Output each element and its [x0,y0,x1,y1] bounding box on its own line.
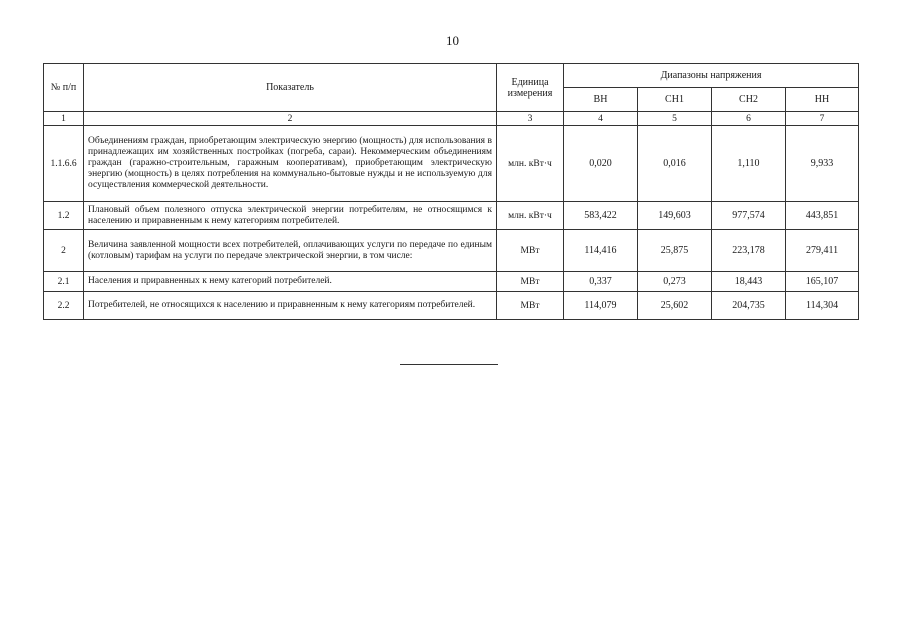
value-sn2: 1,110 [712,126,786,202]
value-nn: 9,933 [786,126,859,202]
row-indicator: Величина заявленной мощности всех потребителей, оплачивающих услуги по передаче по единым (котловым) тарифам на услуги по передаче электрической энергии, в том числе: [84,230,497,272]
value-sn1: 25,602 [638,292,712,320]
row-indicator: Населения и приравненных к нему категорий потребителей. [84,272,497,292]
row-unit: МВт [497,292,564,320]
value-sn1: 149,603 [638,202,712,230]
separator-line [400,364,498,365]
row-num: 2.1 [44,272,84,292]
value-sn1: 25,875 [638,230,712,272]
value-sn2: 223,178 [712,230,786,272]
value-vn: 0,337 [564,272,638,292]
table-row [44,126,859,202]
value-vn: 0,020 [564,126,638,202]
header-row-1 [44,64,859,88]
row-num: 2.2 [44,292,84,320]
column-number: 7 [786,112,859,126]
header-voltage-sn1: СН1 [638,88,712,112]
column-number: 1 [44,112,84,126]
table-row [44,230,859,272]
row-unit: млн. кВт·ч [497,126,564,202]
column-number: 3 [497,112,564,126]
table-row [44,292,859,320]
value-sn1: 0,273 [638,272,712,292]
value-sn2: 977,574 [712,202,786,230]
header-unit: Единица измерения [497,64,564,112]
header-voltage-ranges: Диапазоны напряжения [564,64,859,88]
row-num: 1.2 [44,202,84,230]
header-voltage-nn: НН [786,88,859,112]
value-nn: 165,107 [786,272,859,292]
page-number: 10 [446,33,459,48]
column-number: 6 [712,112,786,126]
header-num: № п/п [44,64,84,112]
row-indicator: Плановый объем полезного отпуска электрической энергии потребителям, не относящимся к населению и приравненным к нему категориям потребителей. [84,202,497,230]
row-unit: МВт [497,272,564,292]
header-voltage-vn: ВН [564,88,638,112]
column-number: 2 [84,112,497,126]
table-row [44,202,859,230]
row-num: 2 [44,230,84,272]
value-vn: 114,416 [564,230,638,272]
row-num: 1.1.6.6 [44,126,84,202]
column-number: 4 [564,112,638,126]
table-row [44,272,859,292]
value-sn1: 0,016 [638,126,712,202]
tariff-table [43,63,859,320]
row-indicator: Потребителей, не относящихся к населению и приравненным к нему категориям потребителей. [84,292,497,320]
value-nn: 279,411 [786,230,859,272]
value-vn: 114,079 [564,292,638,320]
value-nn: 114,304 [786,292,859,320]
value-vn: 583,422 [564,202,638,230]
header-indicator: Показатель [84,64,497,112]
row-unit: млн. кВт·ч [497,202,564,230]
column-number-row [44,112,859,126]
row-indicator: Объединениям граждан, приобретающим электрическую энергию (мощность) для использования в принадлежащих им хозяйственных постройках (погреба, сараи). Некоммерческим объединениям граждан (гаражно-строительным, гаражным кооперативам), приобретающим электрическую энергию (мощность) в целях потребления на коммунально-бытовые нужды и не используемую для осуществления коммерческой деятельности. [84,126,497,202]
value-nn: 443,851 [786,202,859,230]
value-sn2: 204,735 [712,292,786,320]
value-sn2: 18,443 [712,272,786,292]
column-number: 5 [638,112,712,126]
header-voltage-sn2: СН2 [712,88,786,112]
row-unit: МВт [497,230,564,272]
